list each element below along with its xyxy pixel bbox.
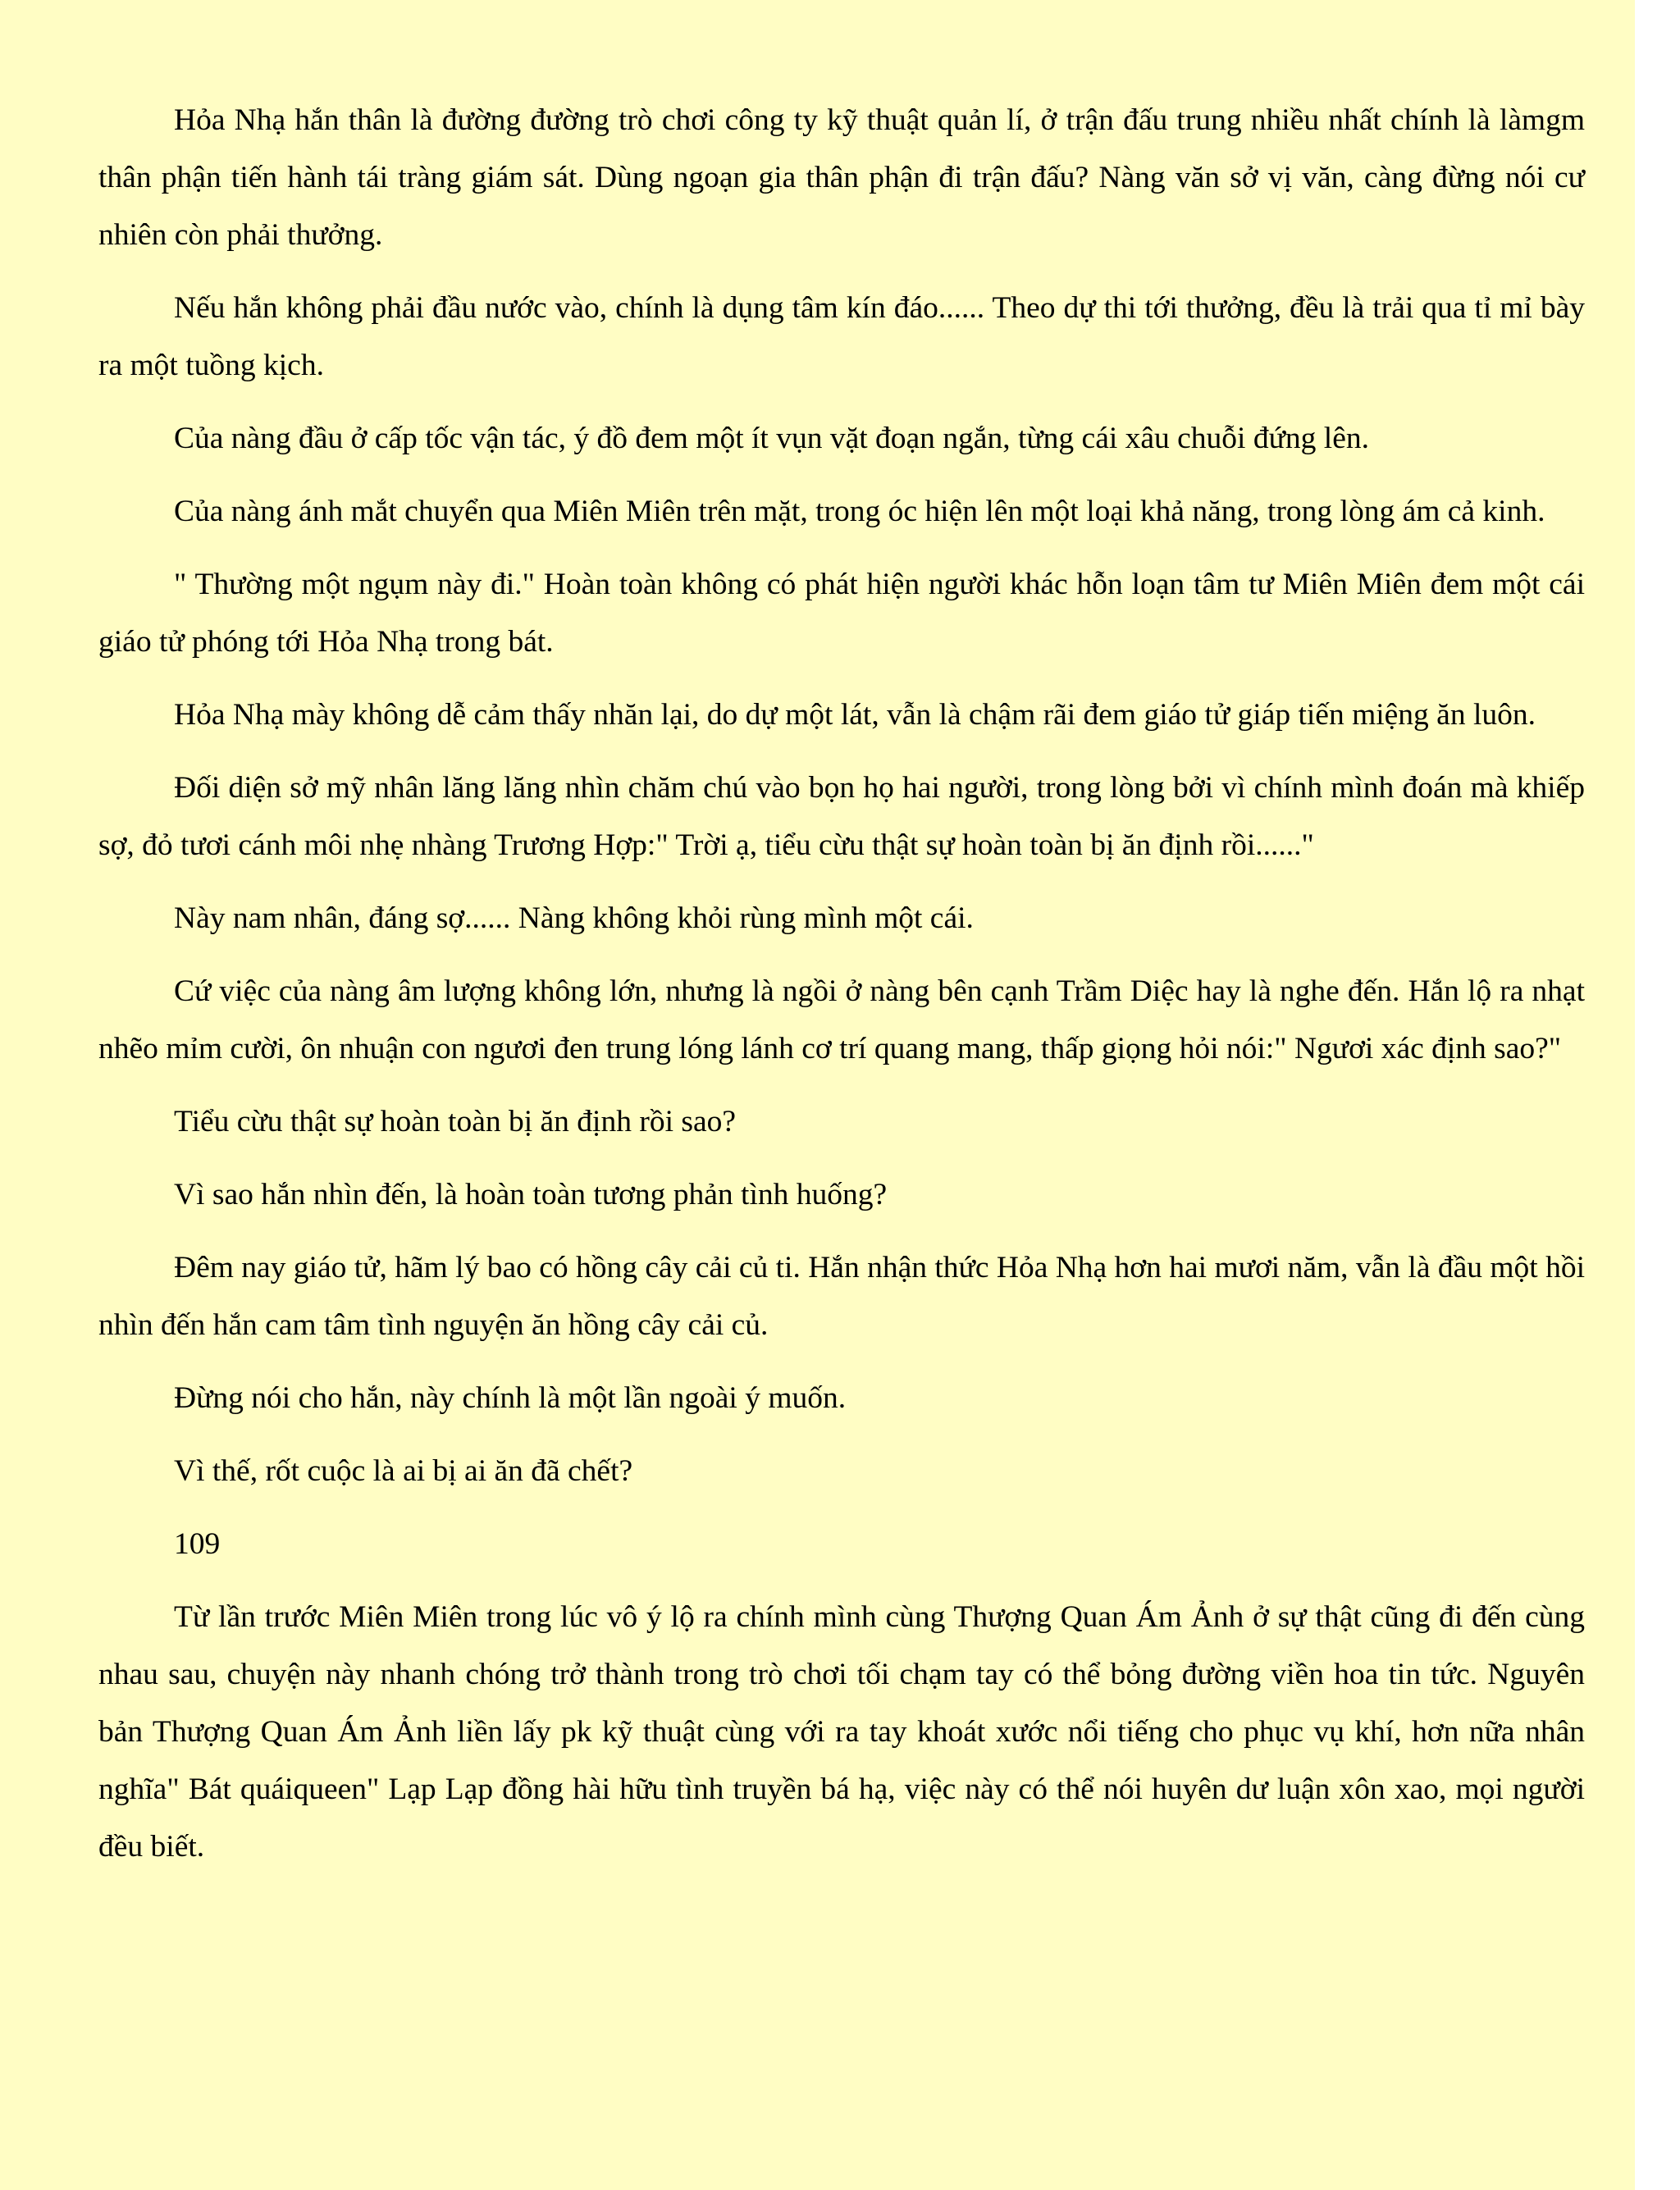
- paragraph: Cứ việc của nàng âm lượng không lớn, nhưng là ngồi ở nàng bên cạnh Trầm Diệc hay là nghe đến. Hắn lộ ra nhạt nhẽo mỉm cười, ôn nhuận con ngươi đen trung lóng lánh cơ trí quang mang, thấp giọng hỏi nói:" Ngươi xác định sao?": [98, 974, 1585, 1065]
- paragraph: Của nàng đầu ở cấp tốc vận tác, ý đồ đem một ít vụn vặt đoạn ngắn, từng cái xâu chuỗi đứng lên.: [174, 422, 1369, 455]
- paragraph: Vì thế, rốt cuộc là ai bị ai ăn đã chết?: [174, 1454, 633, 1488]
- paragraph: " Thường một ngụm này đi." Hoàn toàn không có phát hiện người khác hỗn loạn tâm tư Miên Miên đem một cái giáo tử phóng tới Hỏa Nhạ trong bát.: [98, 568, 1585, 659]
- paragraph: Hỏa Nhạ mày không dễ cảm thấy nhăn lại, do dự một lát, vẫn là chậm rãi đem giáo tử giáp tiến miệng ăn luôn.: [174, 698, 1536, 732]
- paragraph: Từ lần trước Miên Miên trong lúc vô ý lộ ra chính mình cùng Thượng Quan Ám Ảnh ở sự thật cũng đi đến cùng nhau sau, chuyện này nhanh chóng trở thành trong trò chơi tối chạm tay có thể bỏng đường viền hoa tin tức. Nguyên bản Thượng Quan Ám Ảnh liền lấy pk kỹ thuật cùng với ra tay khoát xước nổi tiếng cho phục vụ khí, hơn nữa nhân nghĩa" Bát quáiqueen" Lạp Lạp đồng hài hữu tình truyền bá hạ, việc này có thể nói huyên dư luận xôn xao, mọi người đều biết.: [98, 1600, 1585, 1864]
- paragraph: Tiểu cừu thật sự hoàn toàn bị ăn định rồi sao?: [174, 1105, 736, 1138]
- paragraph: Nếu hắn không phải đầu nước vào, chính là dụng tâm kín đáo...... Theo dự thi tới thưởng, đều là trải qua tỉ mỉ bày ra một tuồng kịch.: [98, 291, 1585, 382]
- paragraph: Đừng nói cho hắn, này chính là một lần ngoài ý muốn.: [174, 1381, 847, 1415]
- paragraph: Của nàng ánh mắt chuyển qua Miên Miên trên mặt, trong óc hiện lên một loại khả năng, trong lòng ám cả kinh.: [174, 495, 1545, 528]
- paragraph: Hỏa Nhạ hắn thân là đường đường trò chơi công ty kỹ thuật quản lí, ở trận đấu trung nhiều nhất chính là làmgm thân phận tiến hành tái tràng giám sát. Dùng ngoạn gia thân phận đi trận đấu? Nàng văn sở vị văn, càng đừng nói cư nhiên còn phải thưởng.: [98, 103, 1585, 252]
- paragraph: Đêm nay giáo tử, hãm lý bao có hồng cây cải củ ti. Hắn nhận thức Hỏa Nhạ hơn hai mươi năm, vẫn là đầu một hồi nhìn đến hắn cam tâm tình nguyện ăn hồng cây cải củ.: [98, 1251, 1585, 1342]
- paragraph: Vì sao hắn nhìn đến, là hoàn toàn tương phản tình huống?: [174, 1178, 888, 1211]
- paragraph: Này nam nhân, đáng sợ...... Nàng không khỏi rùng mình một cái.: [174, 901, 974, 935]
- document-body: [98, 92, 1585, 1891]
- paragraph: Đối diện sở mỹ nhân lăng lăng nhìn chăm chú vào bọn họ hai người, trong lòng bởi vì chính mình đoán mà khiếp sợ, đỏ tươi cánh môi nhẹ nhàng Trương Hợp:" Trời ạ, tiểu cừu thật sự hoàn toàn bị ăn định rồi......": [98, 771, 1585, 862]
- chapter-number: 109: [174, 1527, 221, 1561]
